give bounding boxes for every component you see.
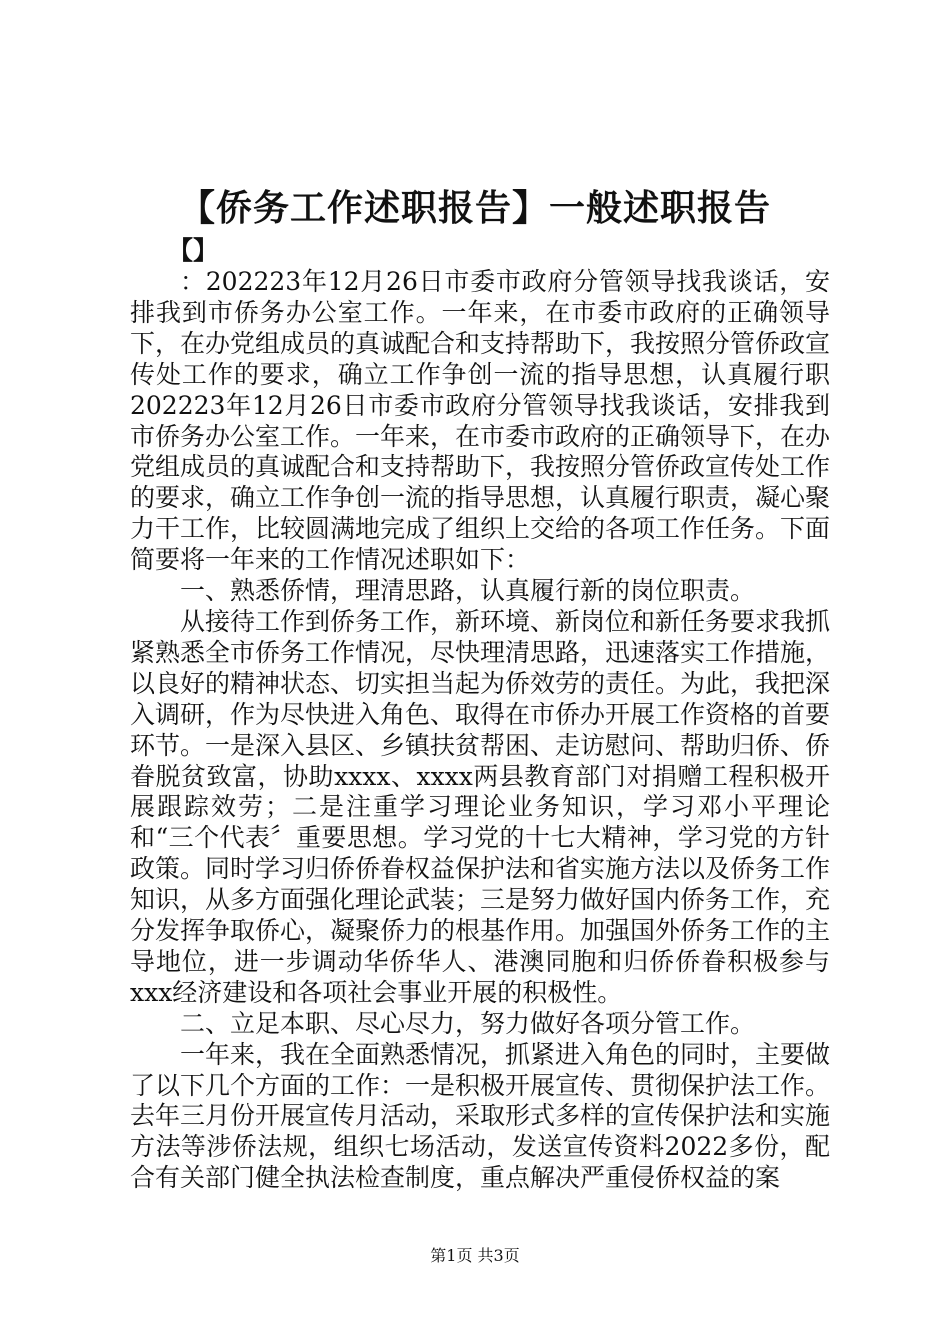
document-body bbox=[130, 267, 830, 1194]
subtitle-brackets: 【】 bbox=[168, 236, 219, 265]
page-title: 【侨务工作述职报告】一般述职报告 bbox=[178, 187, 771, 229]
page-number-footer: 第1页 共3页 bbox=[430, 1246, 520, 1265]
paragraph-intro: ：202223年12月26日市委市政府分管领导找我谈话，安排我到市侨务办公室工作。一年来，在市委市政府的正确领导下，在办党组成员的真诚配合和支持帮助下，我按照分管侨政宣传处工作的要求，确立工作争创一流的指导思想，认真履行职202223年12月26日市委市政府分管领导找我谈话，安排我到市侨务办公室工作。一年来，在市委市政府的正确领导下，在办党组成员的真诚配合和支持帮助下，我按照分管侨政宣传处工作的要求，确立工作争创一流的指导思想，认真履行职责，凝心聚力干工作，比较圆满地完成了组织上交给的各项工作任务。下面简要将一年来的工作情况述职如下： bbox=[130, 267, 831, 575]
paragraph-section-2: 一年来，我在全面熟悉情况，抓紧进入角色的同时，主要做了以下几个方面的工作：一是积极开展宣传、贯彻保护法工作。去年三月份开展宣传月活动，采取形式多样的宣传保护法和实施方法等涉侨法规，组织七场活动，发送宣传资料2022多份，配合有关部门健全执法检查制度，重点解决严重侵侨权益的案 bbox=[130, 1039, 831, 1193]
section-heading-2: 二、立足本职、尽心尽力，努力做好各项分管工作。 bbox=[180, 1008, 756, 1038]
paragraph-section-1: 从接待工作到侨务工作，新环境、新岗位和新任务要求我抓紧熟悉全市侨务工作情况，尽快理清思路，迅速落实工作措施，以良好的精神状态、切实担当起为侨效劳的责任。为此，我把深入调研，作为尽快进入角色、取得在市侨办开展工作资格的首要环节。一是深入县区、乡镇扶贫帮困、走访慰问、帮助归侨、侨眷脱贫致富，协助xxxx、xxxx两县教育部门对捐赠工程积极开展跟踪效劳；二是注重学习理论业务知识，学习邓小平理论和“三个代表〞重要思想。学习党的十七大精神，学习党的方针政策。同时学习归侨侨眷权益保护法和省实施方法以及侨务工作知识，从多方面强化理论武装；三是努力做好国内侨务工作，充分发挥争取侨心，凝聚侨力的根基作用。加强国外侨务工作的主导地位，进一步调动华侨华人、港澳同胞和归侨侨眷积极参与xxx经济建设和各项社会事业开展的积极性。 bbox=[130, 606, 831, 1007]
section-heading-1: 一、熟悉侨情，理清思路，认真履行新的岗位职责。 bbox=[180, 576, 756, 606]
